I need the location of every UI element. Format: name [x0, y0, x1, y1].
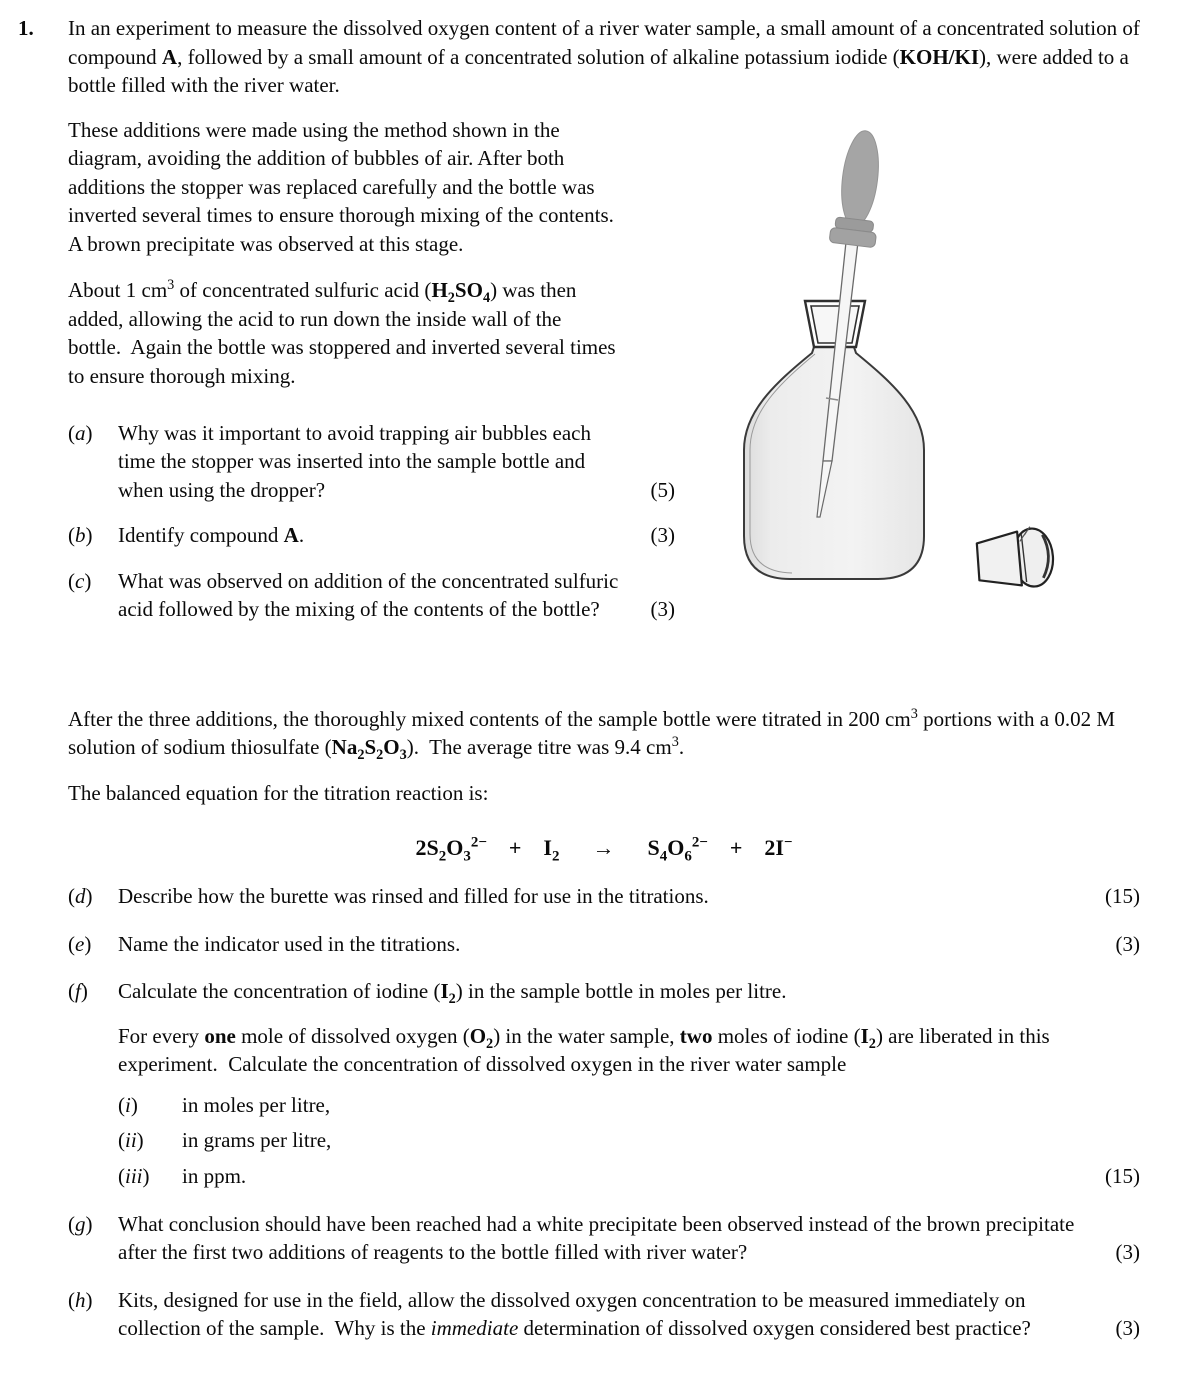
part-g-marker: (g)	[68, 1211, 93, 1236]
equation-intro: The balanced equation for the titration reaction is:	[68, 780, 489, 805]
part-d-text: Describe how the burette was rinsed and filled for use in the titrations.	[118, 884, 709, 909]
part-a-marks: (5)	[650, 477, 675, 502]
part-c-marks: (3)	[650, 597, 675, 622]
part-f-marker: (f)	[68, 979, 88, 1004]
part-f-i-marker: (i)	[118, 1092, 138, 1117]
part-b	[68, 521, 680, 550]
part-f-marks: (15)	[1105, 1164, 1140, 1189]
part-g-text: What conclusion should have been reached had a white precipitate been observed instead of the brown precipitate after the first two additions of reagents to the bottle filled with river water?	[118, 1211, 1075, 1265]
part-b-text: Identify compound A.	[118, 523, 305, 548]
part-e	[68, 930, 1140, 959]
part-c-text: What was observed on addition of the concentrated sulfuric acid followed by the mixing of the contents of the bottle?	[118, 568, 619, 622]
part-f-ii-text: in grams per litre,	[182, 1128, 332, 1153]
question-number: 1.	[18, 16, 34, 40]
part-c	[68, 567, 680, 624]
middle-band	[68, 116, 1140, 691]
part-h	[68, 1286, 1140, 1343]
part-f-i-text: in moles per litre,	[182, 1092, 331, 1117]
part-b-marks: (3)	[650, 523, 675, 548]
part-d	[68, 882, 1140, 911]
part-h-marks: (3)	[1115, 1316, 1140, 1341]
part-f-ii-marker: (ii)	[118, 1128, 144, 1153]
part-d-marks: (15)	[1105, 884, 1140, 909]
part-d-marker: (d)	[68, 884, 93, 909]
part-e-marker: (e)	[68, 931, 92, 956]
part-h-text: Kits, designed for use in the field, allow the dissolved oxygen concentration to be measured immediately on collection of the sample. Why is the immediate determination of dissolved oxygen considered best practice?	[118, 1287, 1031, 1341]
part-h-marker: (h)	[68, 1287, 93, 1312]
part-f-iii	[118, 1162, 1088, 1191]
part-g-marks: (3)	[1115, 1240, 1140, 1265]
part-f-ii	[118, 1126, 1088, 1155]
part-f-text: Calculate the concentration of iodine $(I_2)$ in the sample bottle in moles per litre.	[118, 979, 787, 1008]
method-paragraph: These additions were made using the method shown in the diagram, avoiding the addition of bubbles of air. After both additions the stopper was replaced carefully and the bottle was inverted several times to ensure thorough mixing of the contents. A brown precipitate was observed at this stage.	[68, 117, 620, 256]
apparatus-diagram	[702, 116, 1142, 691]
part-e-marks: (3)	[1115, 931, 1140, 956]
part-c-marker: (c)	[68, 568, 92, 593]
part-f	[68, 977, 1140, 1190]
acid-paragraph: About 1 $cm^3$ of concentrated sulfuric acid $(H_2SO_4)$ was then added, allowing the acid to run down the inside wall of the bottle. Again the bottle was stoppered and inverted several times to ensure thorough mixing.	[68, 277, 616, 389]
part-b-marker: (b)	[68, 523, 93, 548]
part-g	[68, 1210, 1140, 1267]
stopper-graphic	[976, 525, 1055, 590]
part-a	[68, 419, 680, 505]
part-f-paragraph-2: For every one mole of dissolved oxygen $(O_2)$ in the water sample, two moles of iodine $(I_2)$ are liberated in this experiment. Calculate the concentration of dissolved oxygen in the river water sample	[118, 1023, 1050, 1077]
intro-paragraph: In an experiment to measure the dissolved oxygen content of a river water sample, a small amount of a concentrated solution of compound A, followed by a small amount of a concentrated solution of alkaline potassium iodide (KOH/KI), were added to a bottle filled with the river water.	[68, 16, 1140, 98]
part-a-marker: (a)	[68, 420, 93, 445]
part-a-text: Why was it important to avoid trapping air bubbles each time the stopper was inserted into the sample bottle and when using the dropper?	[118, 420, 591, 502]
part-e-text: Name the indicator used in the titrations.	[118, 931, 461, 956]
part-f-i	[118, 1091, 1088, 1120]
part-f-iii-marker: (iii)	[118, 1164, 150, 1189]
dropper-bulb	[829, 128, 889, 248]
titration-equation: $2S_2O_3^{2-}$ + $I_2$ → $S_4O_6^{2-}$ + 2I−	[415, 834, 793, 865]
after-additions-paragraph: After the three additions, the thoroughly mixed contents of the sample bottle were titrated in 200 $cm^3$ portions with a 0.02 M solution of sodium thiosulfate $(Na_2S_2O_3)$. The average titre was 9.4 $cm^3$.	[68, 705, 1115, 764]
part-f-iii-text: in ppm.	[182, 1164, 247, 1189]
question-1	[18, 14, 1140, 1343]
